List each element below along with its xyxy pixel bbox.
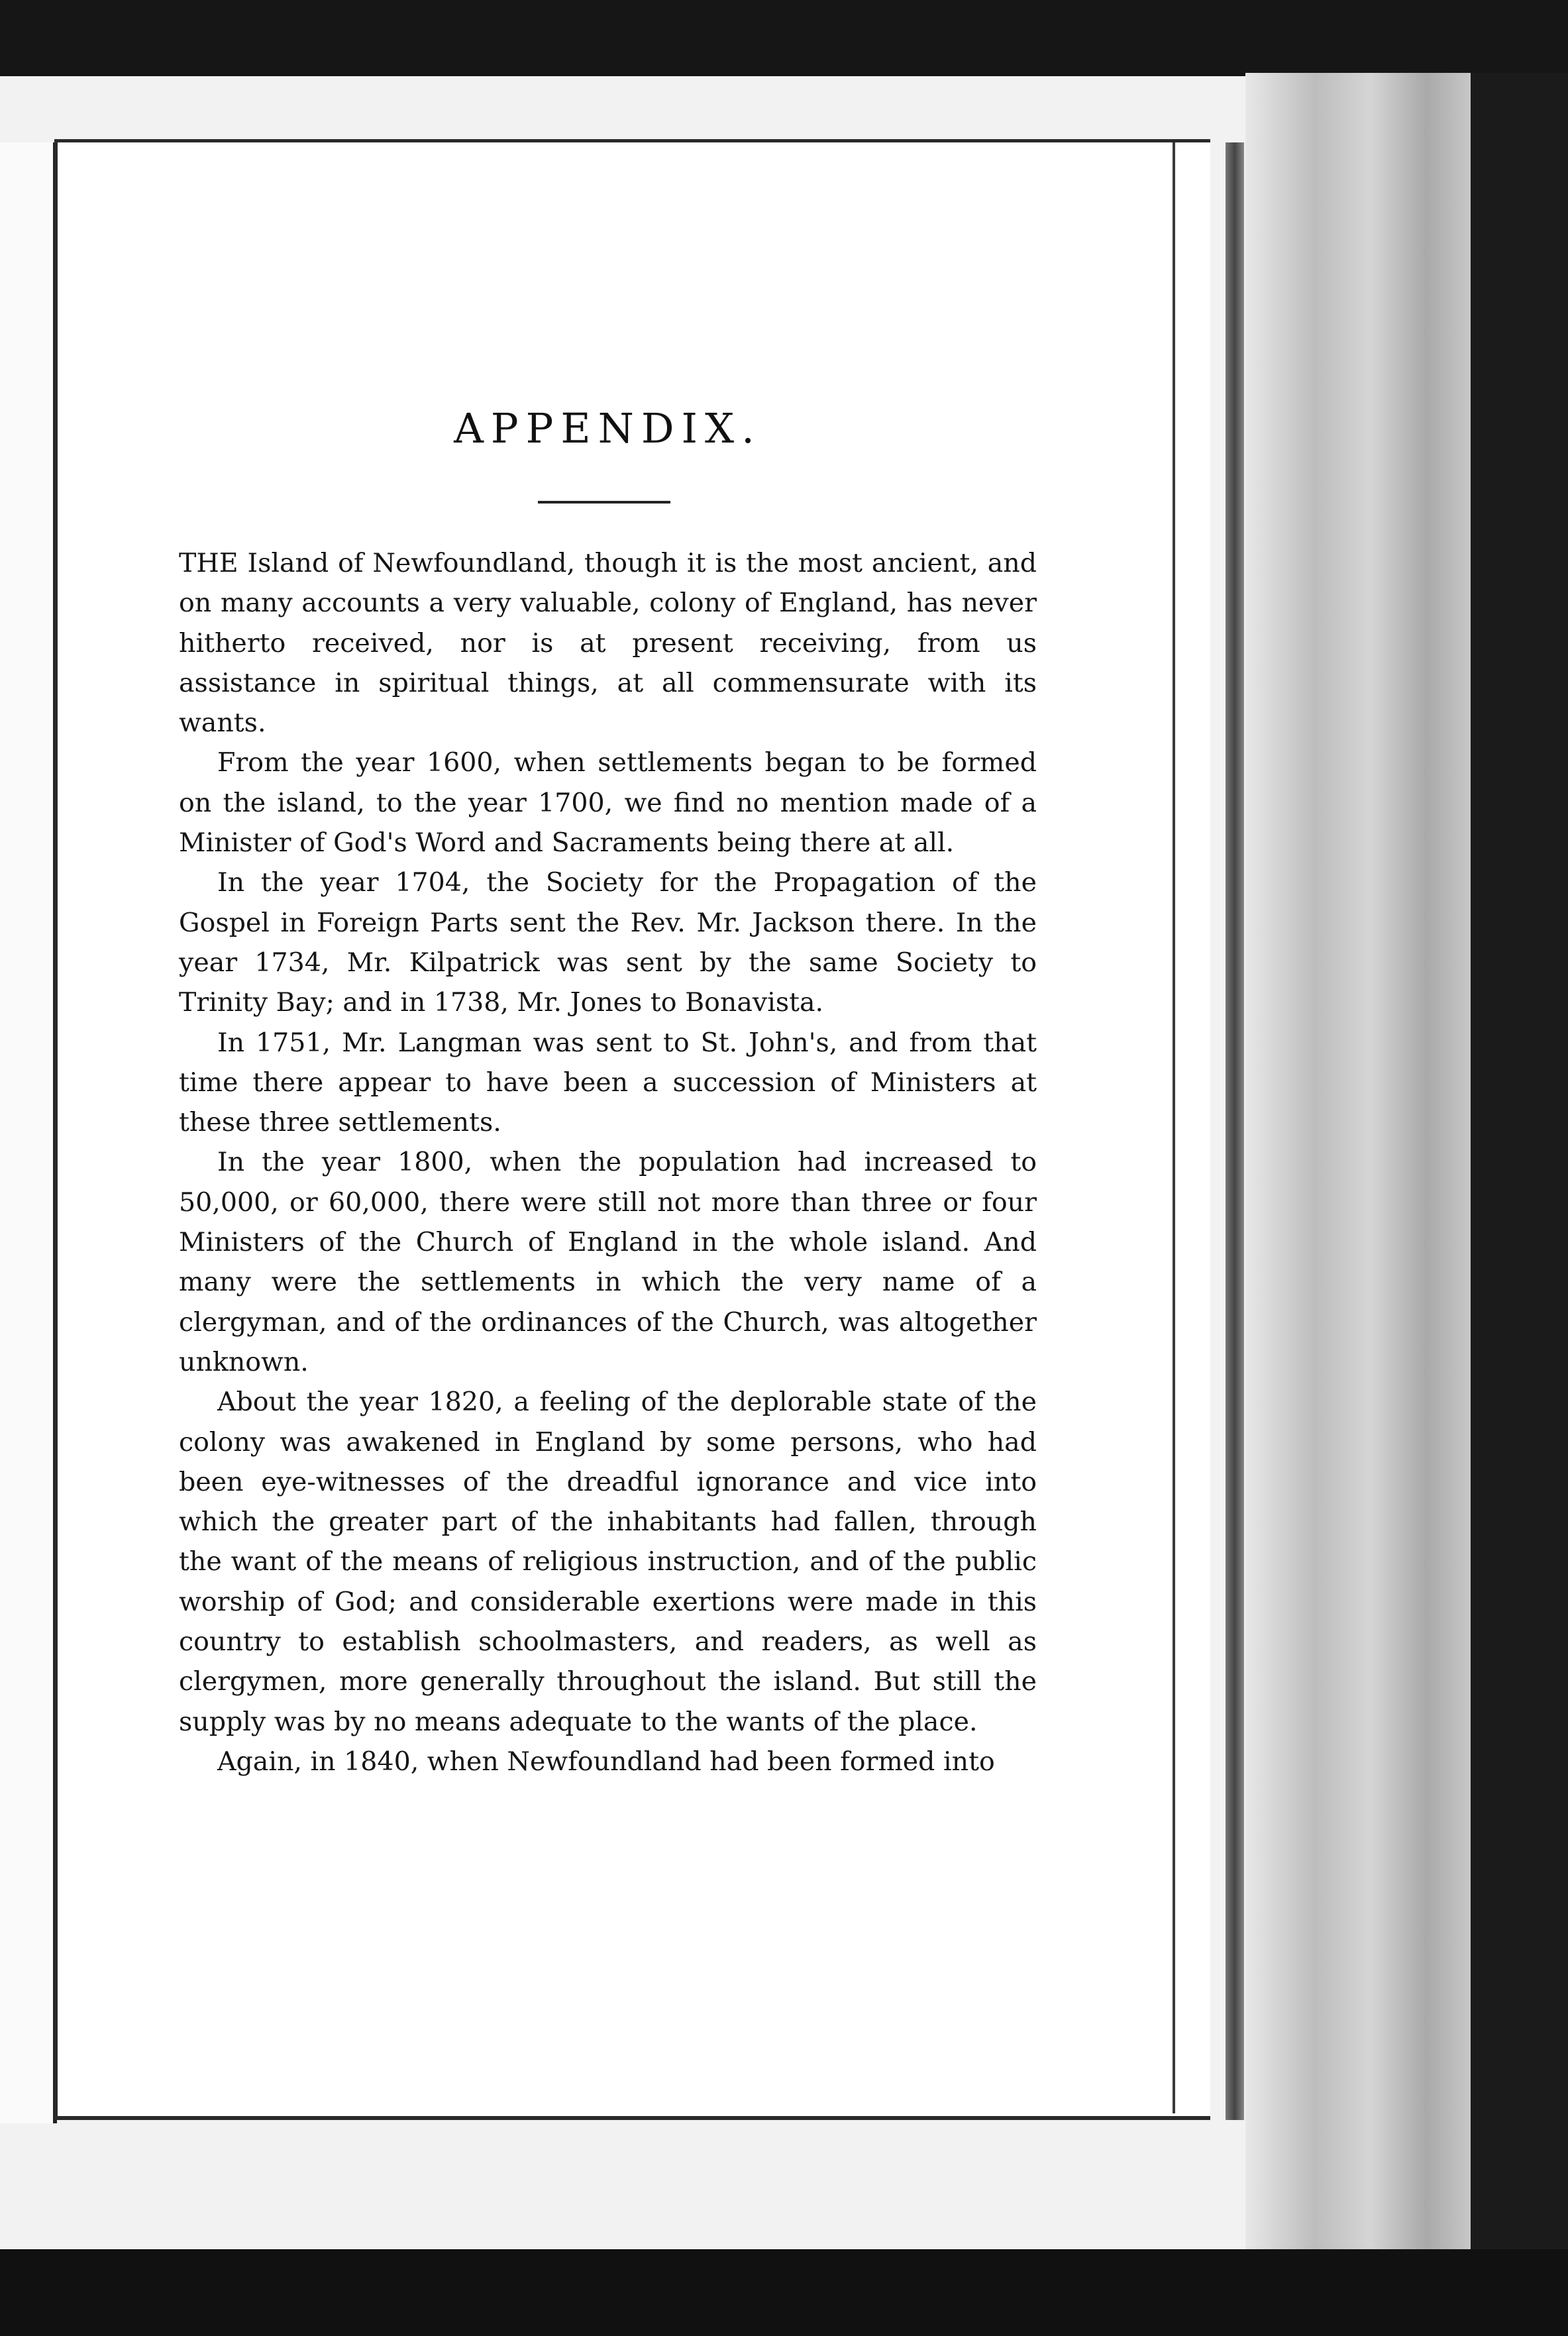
paragraph: From the year 1600, when settlements began to be formed on the island, to the year 1700, we find no mention made of a Minister of God's Word and Sacraments being there at all. — [179, 747, 1037, 859]
paragraph: In the year 1800, when the population had increased to 50,000, or 60,000, there were still not more than three or four Ministers of the Church of England in the whole island. And many were the settlements in which the very name of a clergyman, and of the ordinances of the Church, was altogether unknown. — [179, 1147, 1037, 1377]
title-rule — [538, 501, 670, 504]
paragraph: About the year 1820, a feeling of the deplorable state of the colony was awakened in England by some persons, who had been eye-witnesses of the dreadful ignorance and vice into which the greater part of the inhabitants had fallen, through the want of the means of religious instruction, and of the public worship of God; and considerable exertions were made in this country to establish schoolmasters, and readers, as well as clergymen, more generally throughout the island. But still the supply was by no means adequate to the wants of the place. — [179, 1387, 1037, 1737]
paragraph: In the year 1704, the Society for the Propagation of the Gospel in Foreign Parts sent the Rev. Mr. Jackson there. In the year 1734, Mr. Kilpatrick was sent by the same Society to Trinity Bay; and in 1738, Mr. Jones to Bonavista. — [179, 867, 1037, 1018]
scan-top-border — [0, 0, 1568, 73]
body-text — [179, 543, 1037, 1781]
page-frame-line — [1173, 142, 1175, 2113]
page-title: APPENDIX. — [454, 404, 762, 452]
scan-bottom-border — [0, 2249, 1568, 2336]
paragraph: Again, in 1840, when Newfoundland had been formed into — [217, 1746, 995, 1777]
paragraph: THE Island of Newfoundland, though it is the most ancient, and on many accounts a very valuable, colony of England, has never hitherto received, nor is at present receiving, from us assistance in spiritual things, at all commensurate with its wants. — [179, 548, 1037, 739]
paragraph: In 1751, Mr. Langman was sent to St. John's, and from that time there appear to have been a succession of Ministers at these three settlements. — [179, 1027, 1037, 1138]
scan-right-border — [1471, 73, 1568, 2336]
page-frame-shadow — [1226, 142, 1244, 2120]
adjacent-page-sliver — [0, 142, 57, 2123]
